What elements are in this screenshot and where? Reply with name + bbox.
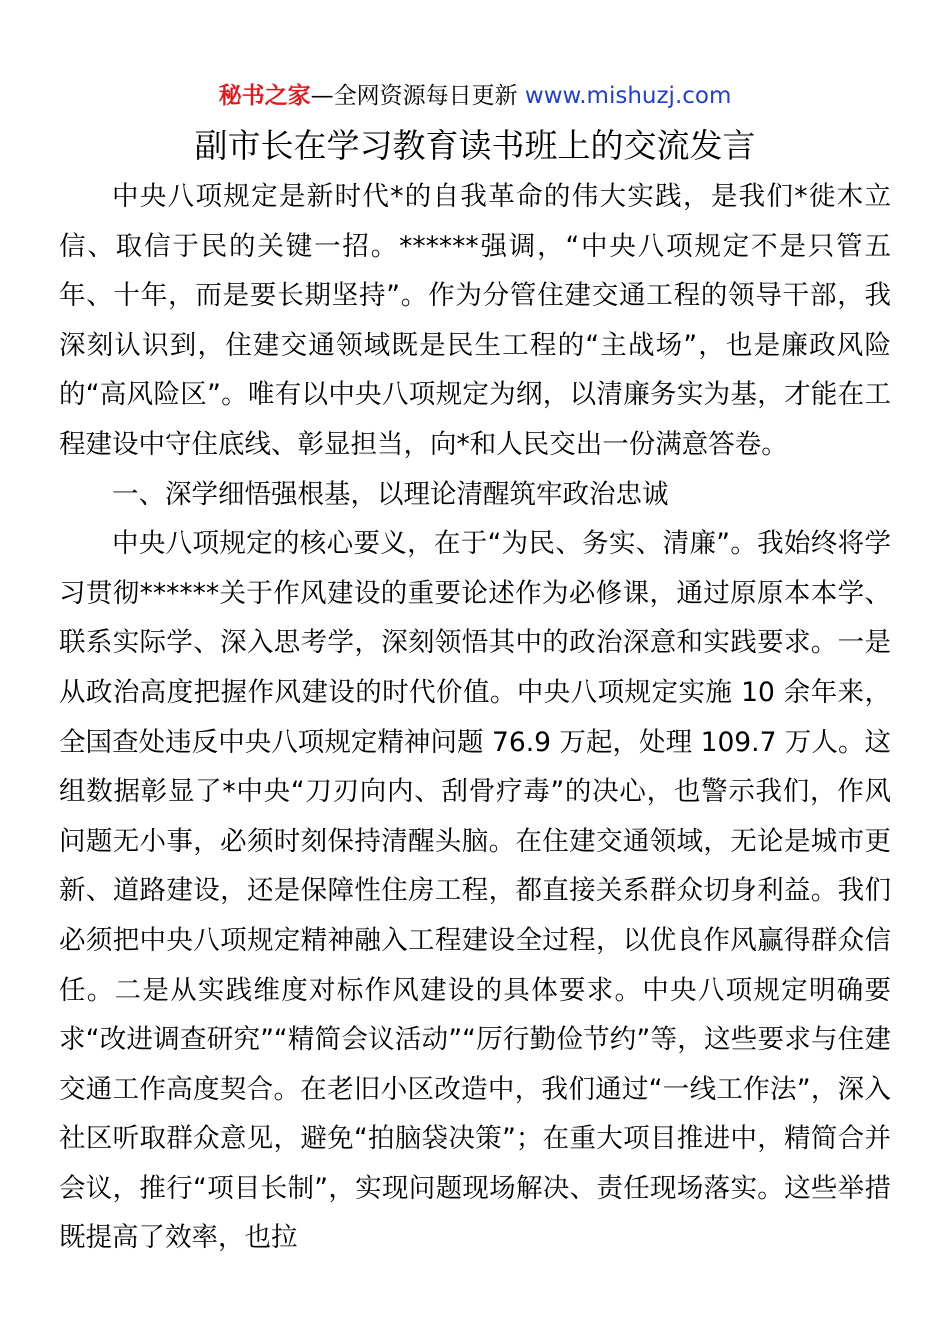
paragraph: 中央八项规定是新时代*的自我革命的伟大实践，是我们*徙木立信、取信于民的关键一招。******强调，“中央八项规定不是只管五年、十年，而是要长期坚持”。作为分管住建交通工程的领导干部，我深刻认识到，住建交通领域既是民生工程的“主战场”，也是廉政风险的“高风险区”。唯有以中央八项规定为纲，以清廉务实为基，才能在工程建设中守住底线、彰显担当，向*和人民交出一份满意答卷。 (59, 181, 891, 460)
document-body (59, 172, 891, 1263)
site-url[interactable]: www.mishuzj.com (524, 83, 732, 109)
brand-name: 秘书之家 (218, 83, 311, 109)
header-tagline: —全网资源每日更新 (310, 83, 525, 109)
site-header (0, 80, 950, 112)
document-title: 副市长在学习教育读书班上的交流发言 (194, 126, 756, 165)
section-heading: 一、深学细悟强根基，以理论清醒筑牢政治忠诚 (112, 478, 669, 510)
paragraph: 中央八项规定的核心要义，在于“为民、务实、清廉”。我始终将学习贯彻******关于作风建设的重要论述作为必修课，通过原原本本学、联系实际学、深入思考学，深刻领悟其中的政治深意和实践要求。一是从政治高度把握作风建设的时代价值。中央八项规定实施 10 余年来，全国查处违反中央八项规定精神问题 76.9 万起，处理 109.7 万人。这组数据彰显了*中央“刀刃向内、刮骨疗毒”的决心，也警示我们，作风问题无小事，必须时刻保持清醒头脑。在住建交通领域，无论是城市更新、道路建设，还是保障性住房工程，都直接关系群众切身利益。我们必须把中央八项规定精神融入工程建设全过程，以优良作风赢得群众信任。二是从实践维度对标作风建设的具体要求。中央八项规定明确要求“改进调查研究”“精简会议活动”“厉行勤俭节约”等，这些要求与住建交通工作高度契合。在老旧小区改造中，我们通过“一线工作法”，深入社区听取群众意见，避免“拍脑袋决策”；在重大项目推进中，精简合并会议，推行“项目长制”，实现问题现场解决、责任现场落实。这些举措既提高了效率，也拉 (59, 528, 891, 1254)
